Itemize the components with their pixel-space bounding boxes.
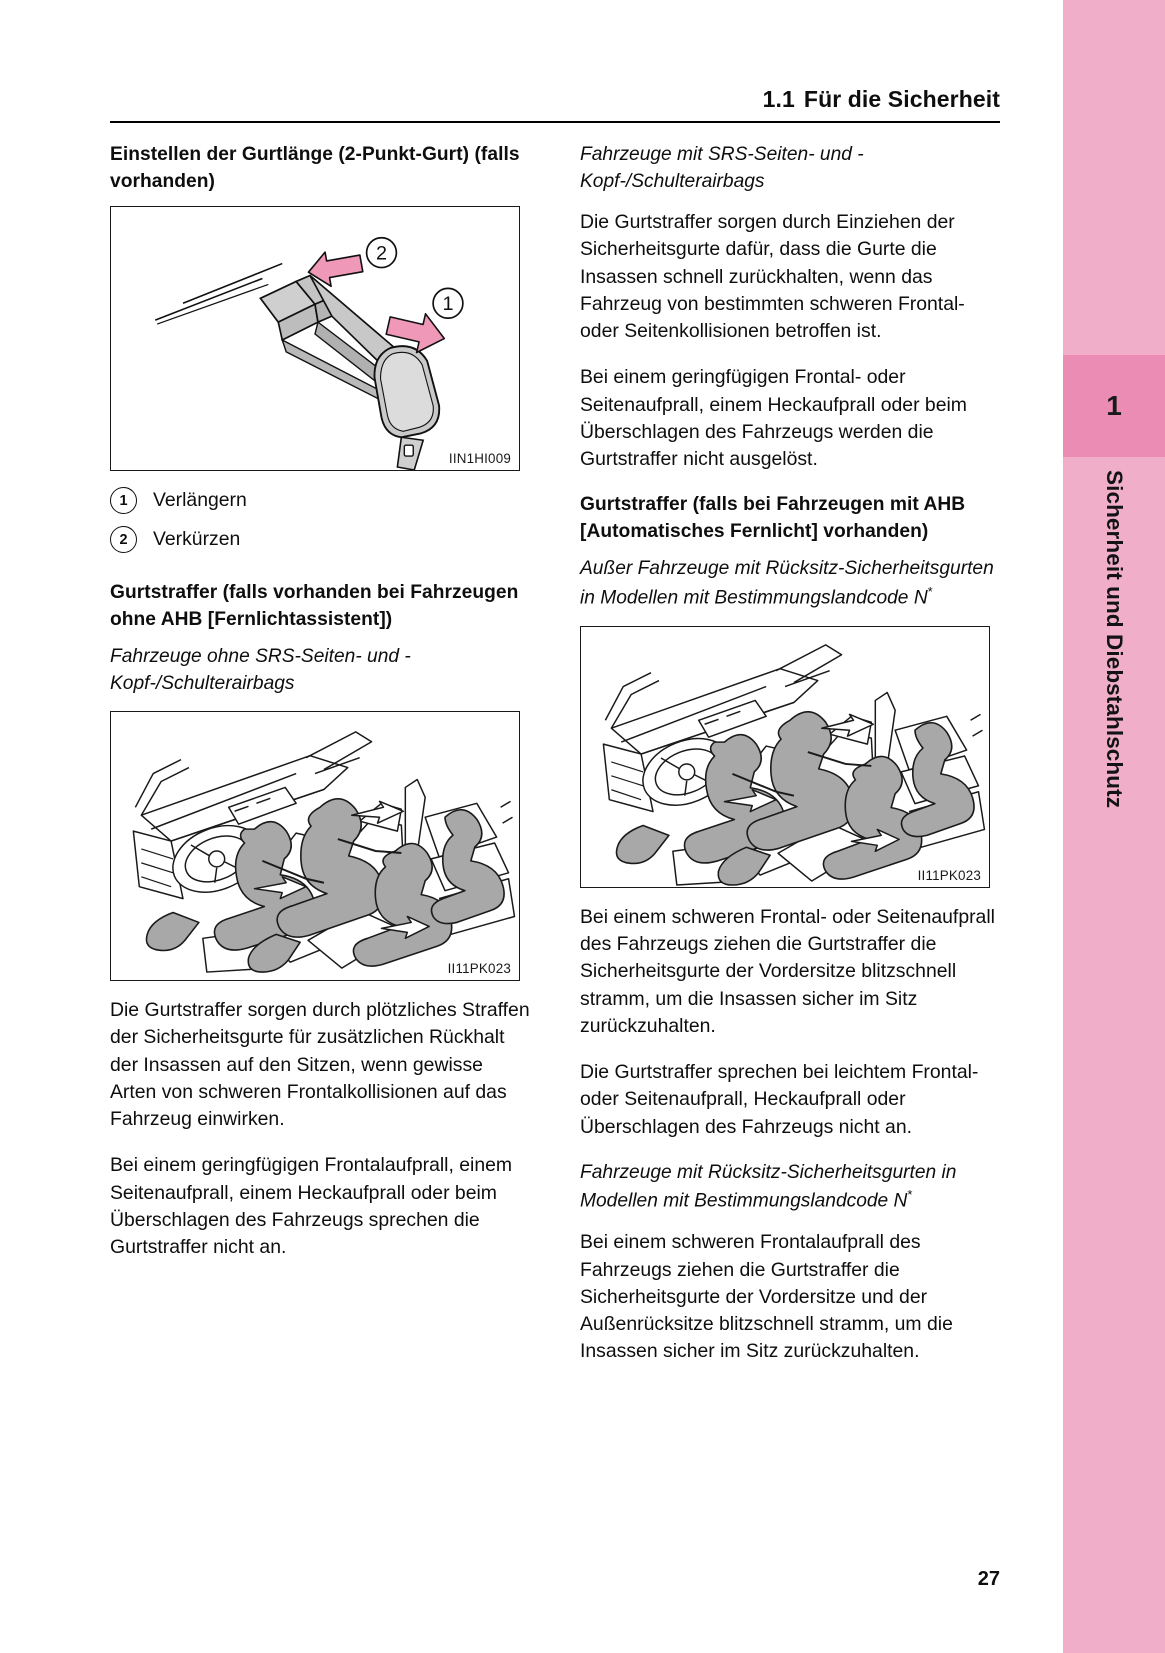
figure-code: II11PK023 xyxy=(917,867,981,883)
page-title-number: 1.1 xyxy=(762,86,795,112)
callout-label: Verkürzen xyxy=(153,527,241,550)
svg-text:2: 2 xyxy=(375,242,388,265)
callout-number: 2 xyxy=(110,526,137,553)
svg-text:1: 1 xyxy=(442,293,454,316)
callout-item xyxy=(110,526,530,553)
callout-item xyxy=(110,487,530,514)
paragraph-light-impact-no-activation: Die Gurtstraffer sprechen bei leichtem Frontal- oder Seitenaufprall, Heckaufprall oder Überschlagen des Fahrzeugs nicht an. xyxy=(580,1061,979,1138)
footnote-star: * xyxy=(927,583,933,599)
chapter-label-text: Sicherheit und Diebstahlschutz xyxy=(1102,470,1127,809)
subhead-mit-ruecksitz xyxy=(580,1160,1000,1215)
page-title xyxy=(110,86,1000,113)
chapter-edge-tab xyxy=(1063,0,1165,1653)
chapter-number-badge: 1 xyxy=(1063,355,1165,457)
subhead-ausser-ruecksitz xyxy=(580,556,1000,611)
figure-seatbelt-adjust xyxy=(110,206,520,471)
page-title-text: Für die Sicherheit xyxy=(803,86,1000,112)
heading-gurtstraffer-ohne-ahb: Gurtstraffer (falls vorhanden bei Fahrzeugen ohne AHB [Fernlichtassistent]) xyxy=(110,582,519,630)
seatbelt-buckle-illustration xyxy=(111,207,519,470)
car-interior-illustration xyxy=(111,712,519,980)
paragraph-srs-pretensioner-function: Die Gurtstraffer sorgen durch Einziehen der Sicherheitsgurte dafür, dass die Gurte die Insassen schnell zurückhalten, wenn das Fahrzeug von bestimmten schweren Frontal- oder Seitenkollisionen betroffen ist. xyxy=(580,211,965,343)
figure-code: IIN1HI009 xyxy=(448,451,511,466)
figure-interior-pretensioner-right xyxy=(580,626,990,888)
page-header xyxy=(110,86,1000,113)
paragraph-pretensioner-function: Die Gurtstraffer sorgen durch plötzliches Straffen der Sicherheitsgurte für zusätzlichen Rückhalt der Insassen auf den Sitzen, wenn gewisse Arten von schweren Frontalkollisionen auf das Fahrzeug einwirken. xyxy=(110,999,530,1131)
right-column xyxy=(580,142,1000,1366)
callout-list xyxy=(110,487,530,553)
callout-label: Verlängern xyxy=(153,488,247,511)
heading-gurtlaenge: Einstellen der Gurtlänge (2-Punkt-Gurt) (falls vorhanden) xyxy=(110,144,520,192)
subhead-ohne-srs: Fahrzeuge ohne SRS-Seiten- und -Kopf-/Schulterairbags xyxy=(110,646,411,694)
page-number: 27 xyxy=(977,1568,1000,1590)
car-interior-illustration-2 xyxy=(581,627,989,887)
figure-code: II11PK023 xyxy=(447,961,511,976)
heading-gurtstraffer-mit-ahb: Gurtstraffer (falls bei Fahrzeugen mit AHB [Automatisches Fernlicht] vorhanden) xyxy=(580,494,966,542)
subhead-mit-srs: Fahrzeuge mit SRS-Seiten- und -Kopf-/Schulterairbags xyxy=(580,144,864,192)
chapter-label-vertical xyxy=(1063,470,1165,1090)
paragraph-severe-impact-front-seats: Bei einem schweren Frontal- oder Seitenaufprall des Fahrzeugs ziehen die Gurtstraffer die Sicherheitsgurte der Vordersitze blitzschnell stramm, um die Insassen sicher im Sitz zurückzuhalten. xyxy=(580,905,995,1037)
subhead-mit-ruecksitz-text: Fahrzeuge mit Rücksitz-Sicherheitsgurten in Modellen mit Bestimmungslandcode N xyxy=(580,1161,957,1212)
header-divider xyxy=(110,121,1000,123)
left-column xyxy=(110,142,530,1261)
footnote-star: * xyxy=(907,1187,913,1203)
paragraph-srs-nonactivation: Bei einem geringfügigen Frontal- oder Seitenaufprall, einem Heckaufprall oder beim Überschlagen des Fahrzeugs werden die Gurtstraffer nicht ausgelöst. xyxy=(580,366,967,471)
paragraph-severe-frontal-rear-outboard: Bei einem schweren Frontalaufprall des Fahrzeugs ziehen die Gurtstraffer die Sicherheitsgurte der Vordersitze und der Außenrücksitze blitzschnell stramm, um die Insassen sicher im Sitz zurückzuhalten. xyxy=(580,1231,953,1363)
figure-interior-pretensioner-left xyxy=(110,711,520,981)
paragraph-pretensioner-nonactivation: Bei einem geringfügigen Frontalaufprall, einem Seitenaufprall, einem Heckaufprall oder beim Überschlagen des Fahrzeugs sprechen die Gurtstraffer nicht an. xyxy=(110,1154,513,1259)
callout-number: 1 xyxy=(110,487,137,514)
subhead-ausser-ruecksitz-text: Außer Fahrzeuge mit Rücksitz-Sicherheitsgurten in Modellen mit Bestimmungslandcode N xyxy=(580,558,994,609)
